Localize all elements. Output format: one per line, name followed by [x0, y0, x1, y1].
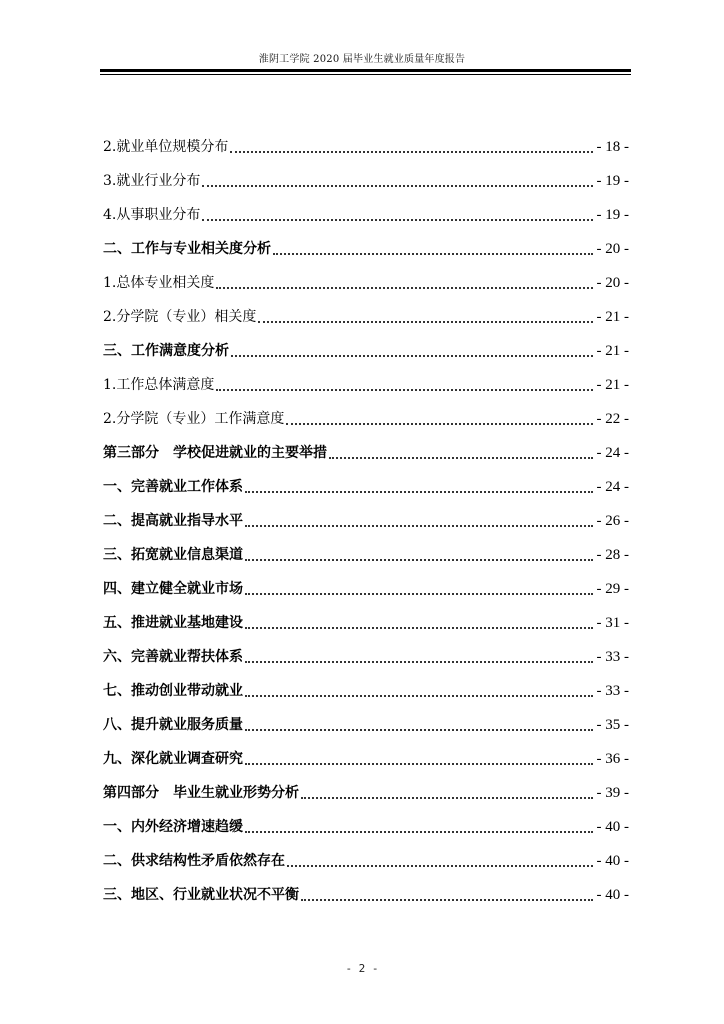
toc-entry-page: - 29 - [596, 581, 629, 597]
toc-dot-leader [202, 218, 592, 221]
toc-entry-page: - 26 - [596, 513, 629, 529]
toc-dot-leader [273, 252, 593, 255]
toc-entry-page: - 28 - [596, 547, 629, 563]
toc-entry-label: 二、供求结构性矛盾依然存在 [103, 853, 285, 869]
toc-entry[interactable] [103, 844, 629, 878]
toc-entry-page: - 33 - [596, 683, 629, 699]
toc-dot-leader [245, 728, 593, 731]
toc-entry[interactable] [103, 164, 629, 198]
toc-entry[interactable] [103, 810, 629, 844]
toc-dot-leader [202, 184, 592, 187]
toc-dot-leader [245, 762, 593, 765]
toc-dot-leader [245, 592, 593, 595]
toc-entry-label: 二、提高就业指导水平 [103, 513, 243, 529]
toc-entry[interactable] [103, 470, 629, 504]
toc-entry[interactable] [103, 674, 629, 708]
toc-dot-leader [301, 898, 593, 901]
toc-dot-leader [245, 490, 593, 493]
toc-entry[interactable] [103, 266, 629, 300]
toc-entry-page: - 19 - [596, 173, 629, 189]
toc-entry-page: - 40 - [596, 887, 629, 903]
toc-entry[interactable] [103, 198, 629, 232]
toc-dot-leader [245, 694, 593, 697]
toc-entry-page: - 24 - [596, 445, 629, 461]
toc-dot-leader [245, 558, 593, 561]
toc-entry-label: 三、工作满意度分析 [103, 343, 229, 359]
toc-entry[interactable] [103, 708, 629, 742]
toc-entry-page: - 21 - [596, 343, 629, 359]
toc-entry[interactable] [103, 232, 629, 266]
toc-dot-leader [329, 456, 593, 459]
page-header-title: 淮阴工学院 2020 届毕业生就业质量年度报告 [258, 54, 466, 65]
toc-entry-page: - 40 - [596, 853, 629, 869]
page-number: - 2 - [345, 962, 379, 975]
toc-dot-leader [216, 388, 592, 391]
toc-entry-page: - 35 - [596, 717, 629, 733]
toc-entry[interactable] [103, 606, 629, 640]
toc-dot-leader [216, 286, 592, 289]
toc-entry[interactable] [103, 334, 629, 368]
toc-entry[interactable] [103, 776, 629, 810]
toc-entry-label: 九、深化就业调查研究 [103, 751, 243, 767]
toc-entry[interactable] [103, 504, 629, 538]
toc-entry-page: - 19 - [596, 207, 629, 223]
toc-dot-leader [245, 524, 593, 527]
header-rule-thick [100, 69, 631, 72]
toc-entry-page: - 40 - [596, 819, 629, 835]
toc-entry[interactable] [103, 572, 629, 606]
toc-entry-label: 1.工作总体满意度 [103, 377, 215, 393]
toc-dot-leader [230, 150, 592, 153]
toc-entry-label: 八、提升就业服务质量 [103, 717, 243, 733]
toc-entry-label: 第四部分 毕业生就业形势分析 [103, 785, 299, 801]
toc-entry[interactable] [103, 640, 629, 674]
toc-dot-leader [245, 660, 593, 663]
toc-dot-leader [287, 864, 593, 867]
toc-entry-page: - 36 - [596, 751, 629, 767]
toc-entry-label: 四、建立健全就业市场 [103, 581, 243, 597]
toc-entry-label: 第三部分 学校促进就业的主要举措 [103, 445, 327, 461]
toc-entry-label: 五、推进就业基地建设 [103, 615, 243, 631]
toc-entry-label: 三、拓宽就业信息渠道 [103, 547, 243, 563]
toc-entry-label: 2.分学院（专业）相关度 [103, 309, 257, 325]
toc-entry-page: - 24 - [596, 479, 629, 495]
toc-entry-page: - 31 - [596, 615, 629, 631]
toc-entry-label: 六、完善就业帮扶体系 [103, 649, 243, 665]
toc-entry-page: - 20 - [596, 241, 629, 257]
toc-dot-leader [286, 422, 592, 425]
toc-entry-label: 一、完善就业工作体系 [103, 479, 243, 495]
toc-entry-label: 一、内外经济增速趋缓 [103, 819, 243, 835]
table-of-contents [103, 130, 629, 912]
toc-dot-leader [245, 830, 593, 833]
toc-entry-label: 4.从事职业分布 [103, 207, 201, 223]
toc-entry-page: - 18 - [596, 139, 629, 155]
toc-entry-label: 二、工作与专业相关度分析 [103, 241, 271, 257]
header-rule-thin [100, 74, 631, 75]
toc-entry[interactable] [103, 368, 629, 402]
toc-entry[interactable] [103, 300, 629, 334]
toc-entry-page: - 39 - [596, 785, 629, 801]
toc-entry[interactable] [103, 130, 629, 164]
toc-entry-label: 三、地区、行业就业状况不平衡 [103, 887, 299, 903]
toc-entry-label: 3.就业行业分布 [103, 173, 201, 189]
toc-entry-page: - 22 - [596, 411, 629, 427]
toc-entry-page: - 21 - [596, 377, 629, 393]
toc-dot-leader [301, 796, 593, 799]
toc-entry-label: 1.总体专业相关度 [103, 275, 215, 291]
toc-entry[interactable] [103, 742, 629, 776]
toc-entry-page: - 20 - [596, 275, 629, 291]
toc-entry-page: - 33 - [596, 649, 629, 665]
toc-entry-label: 七、推动创业带动就业 [103, 683, 243, 699]
toc-entry[interactable] [103, 436, 629, 470]
toc-entry-label: 2.分学院（专业）工作满意度 [103, 411, 285, 427]
toc-entry-page: - 21 - [596, 309, 629, 325]
toc-dot-leader [231, 354, 593, 357]
toc-entry-label: 2.就业单位规模分布 [103, 139, 229, 155]
toc-dot-leader [245, 626, 593, 629]
toc-dot-leader [258, 320, 592, 323]
toc-entry[interactable] [103, 878, 629, 912]
toc-entry[interactable] [103, 402, 629, 436]
toc-entry[interactable] [103, 538, 629, 572]
